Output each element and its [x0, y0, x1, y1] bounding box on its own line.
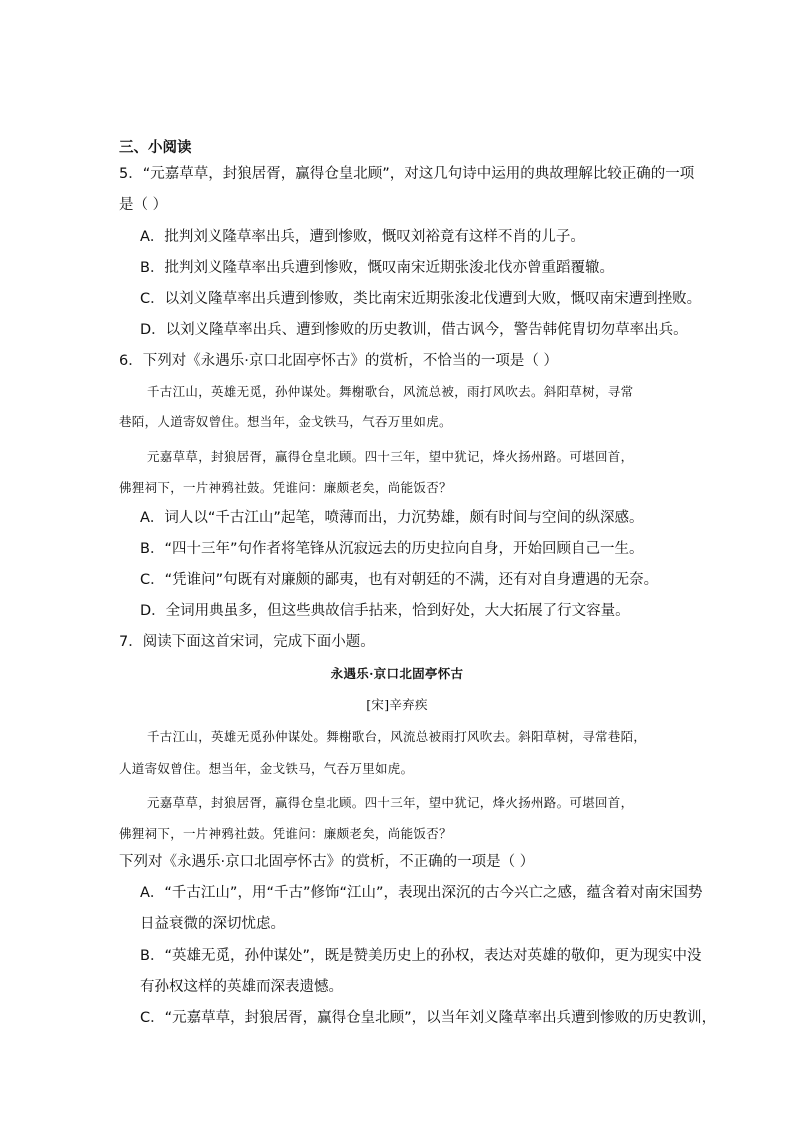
q5-option-c: C．以刘义隆草率出兵遭到惨败，类比南宋近期张浚北伐遭到大败，慨叹南宋遭到挫败。: [140, 291, 702, 307]
q7-option-a-line2: 日益衰微的深切忧虑。: [140, 916, 285, 932]
q7-poem-line1: 千古江山，英雄无觅孙仲谋处。舞榭歌台，风流总被雨打风吹去。斜阳草树，寻常巷陌，: [147, 729, 647, 744]
q5-option-d: D．以刘义隆草率出兵、遭到惨败的历史教训，借古讽今，警告韩侂胄切勿草率出兵。: [140, 322, 688, 338]
q7-option-b-line2: 有孙权这样的英雄而深表遗憾。: [140, 979, 343, 995]
q7-poem-author: [宋]辛弃疾: [366, 697, 428, 712]
q6-poem-line4: 佛狸祠下，一片神鸦社鼓。凭谁问：廉颇老矣，尚能饭否？: [119, 480, 452, 495]
q6-poem-line3: 元嘉草草，封狼居胥，赢得仓皇北顾。四十三年，望中犹记，烽火扬州路。可堪回首，: [147, 449, 634, 464]
q6-stem: 6．下列对《永遇乐·京口北固亭怀古》的赏析，不恰当的一项是（ ）: [119, 353, 558, 369]
q7-stem: 7．阅读下面这首宋词，完成下面小题。: [119, 634, 375, 650]
q5-stem-line1: 5．“元嘉草草，封狼居胥，赢得仓皇北顾”，对这几句诗中运用的典故理解比较正确的一项: [119, 166, 695, 182]
q6-option-d: D．全词用典虽多，但这些典故信手拈来，恰到好处，大大拓展了行文容量。: [140, 603, 630, 619]
q7-poem-line3: 元嘉草草，封狼居胥，赢得仓皇北顾。四十三年，望中犹记，烽火扬州路。可堪回首，: [147, 795, 634, 810]
q7-option-a-line1: A．“千古江山”，用“千古”修饰“江山”，表现出深沉的古今兴亡之感，蕴含着对南宋国势: [140, 885, 703, 901]
q7-poem-title: 永遇乐·京口北固亭怀古: [330, 666, 464, 681]
q5-option-b: B．批判刘义隆草率出兵遭到惨败，慨叹南宋近期张浚北伐亦曾重蹈覆辙。: [140, 260, 614, 276]
q6-option-b: B．“四十三年”句作者将笔锋从沉寂远去的历史拉向自身，开始回顾自己一生。: [140, 541, 644, 557]
q5-option-a: A．批判刘义隆草率出兵，遭到惨败，慨叹刘裕竟有这样不肖的儿子。: [140, 229, 585, 245]
q7-poem-line2: 人道寄奴曾住。想当年，金戈铁马，气吞万里如虎。: [119, 761, 414, 776]
q6-option-a: A．词人以“千古江山”起笔，喷薄而出，力沉势雄，颇有时间与空间的纵深感。: [140, 510, 644, 526]
q6-option-c: C．“凭谁问”句既有对廉颇的鄙夷，也有对朝廷的不满，还有对自身遭遇的无奈。: [140, 572, 659, 588]
section-heading: 三、小阅读: [119, 140, 192, 156]
q7-question: 下列对《永遇乐·京口北固亭怀古》的赏析，不正确的一项是（ ）: [119, 854, 535, 870]
q6-poem-line1: 千古江山，英雄无觅，孙仲谋处。舞榭歌台，风流总被，雨打风吹去。斜阳草树，寻常: [147, 384, 634, 399]
q7-option-b-line1: B．“英雄无觅，孙仲谋处”，既是赞美历史上的孙权，表达对英雄的敬仰，更为现实中没: [140, 948, 702, 964]
q7-option-c-line1: C．“元嘉草草，封狼居胥，赢得仓皇北顾”，以当年刘义隆草率出兵遭到惨败的历史教训，: [140, 1010, 717, 1026]
q7-poem-line4: 佛狸祠下，一片神鸦社鼓。凭谁问：廉颇老矣，尚能饭否？: [119, 826, 452, 841]
q6-poem-line2: 巷陌，人道寄奴曾住。想当年，金戈铁马，气吞万里如虎。: [119, 414, 452, 429]
q5-stem-line2: 是（ ）: [119, 197, 168, 213]
